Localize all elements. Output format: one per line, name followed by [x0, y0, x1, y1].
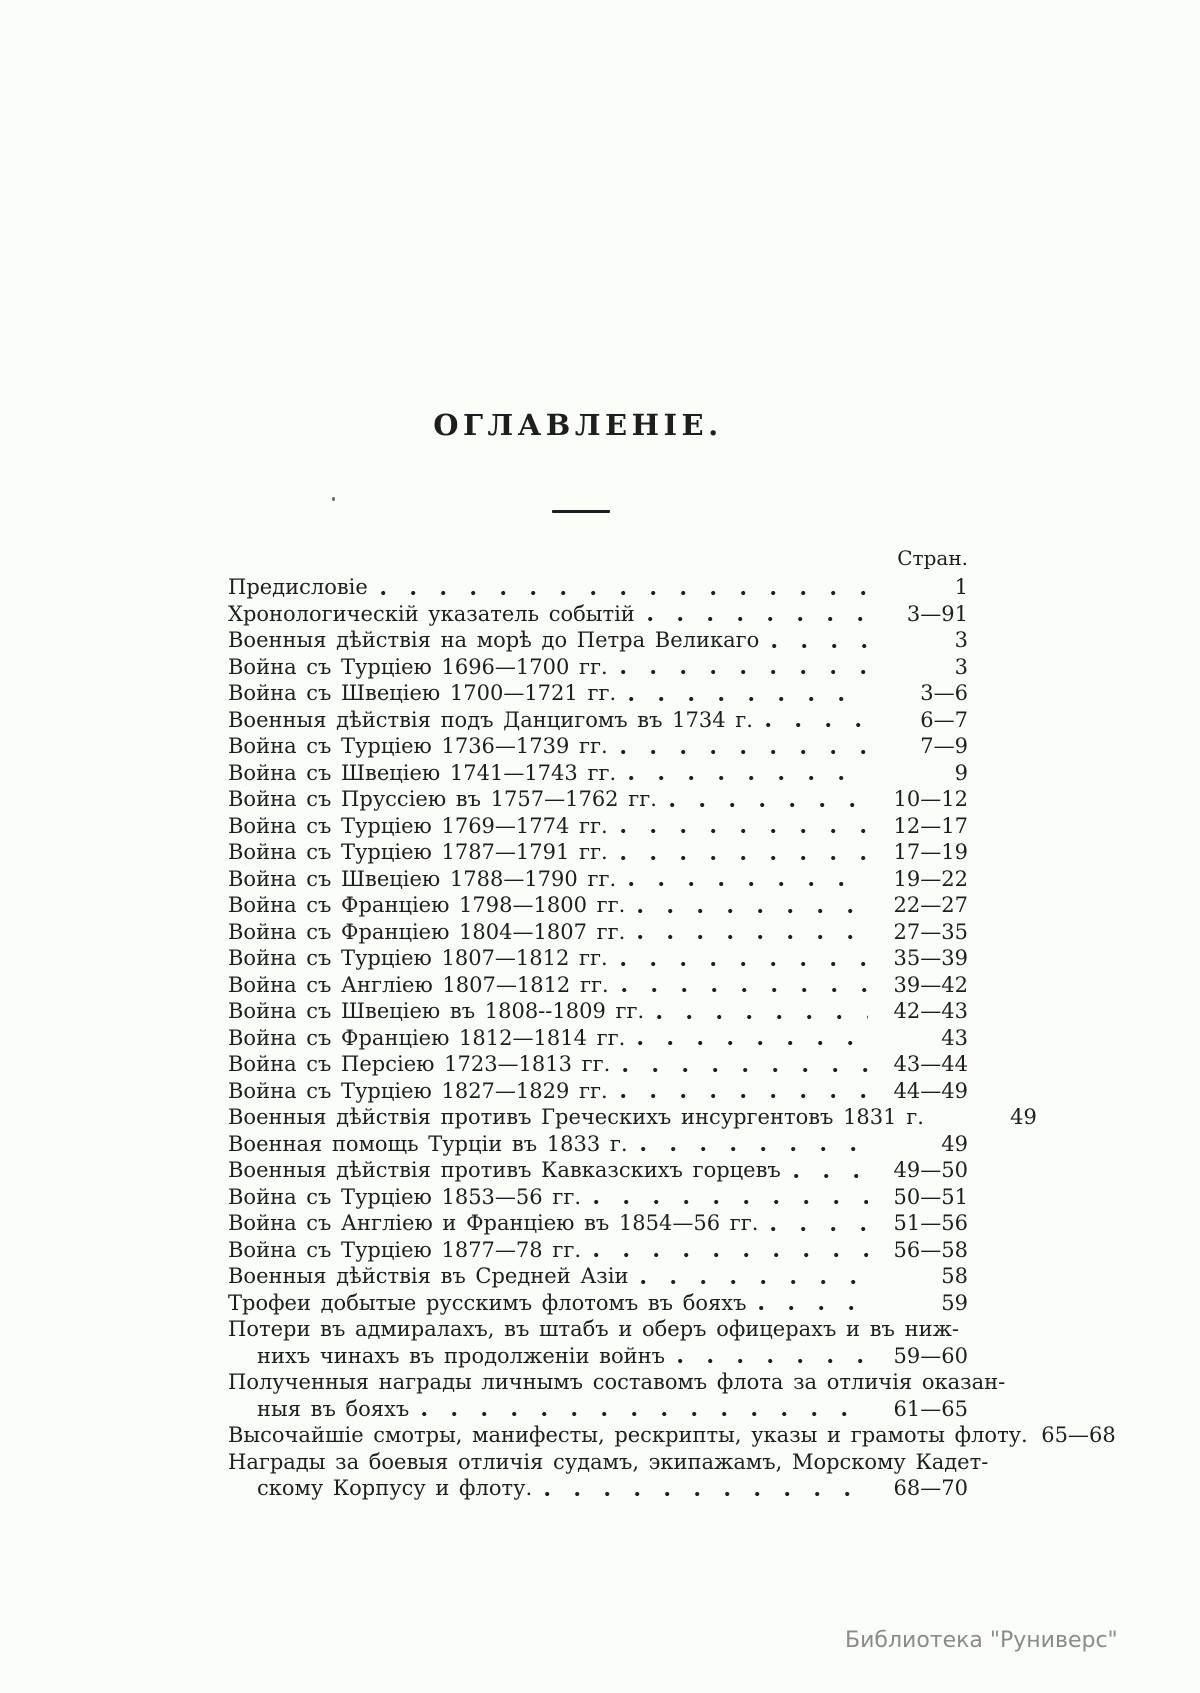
toc-entry-text: Война съ Франціею 1812—1814 гг.: [228, 1025, 626, 1050]
toc-row: [228, 892, 968, 919]
toc-entry-text: Война съ Англіею и Франціею въ 1854—56 гг.: [228, 1211, 759, 1235]
dot-leader: [623, 1067, 868, 1073]
toc-entry-pages: 59—60: [893, 1343, 968, 1368]
dot-leader: [621, 749, 868, 755]
toc-entry-pages: 12—17: [893, 813, 968, 838]
dot-leader: [759, 1305, 868, 1311]
toc-entry-pages: 10—12: [893, 787, 968, 811]
dot-leader: [629, 775, 868, 781]
toc-entry-pages: 3: [954, 654, 968, 679]
toc-row: [228, 839, 968, 866]
toc-entry-pages: 17—19: [893, 840, 968, 864]
toc-entry-text: Военныя дѣйствія подъ Данцигомъ въ 1734 г.: [228, 707, 753, 732]
toc-entry-text: Военныя дѣйствія противъ Греческихъ инсургентовъ 1831 г.: [228, 1105, 924, 1129]
toc-entry-text: Военная помощь Турціи въ 1833 г.: [228, 1131, 628, 1156]
toc-entry-text: Война съ Англіею 1807—1812 гг.: [228, 972, 609, 997]
dot-leader: [381, 590, 868, 596]
toc-entry-text: Война съ Турціею 1787—1791 гг.: [228, 840, 608, 864]
toc-entry-pages: 3—6: [920, 681, 968, 705]
toc-entry-pages: 44—49: [893, 1078, 968, 1103]
toc-row: [228, 733, 968, 760]
toc-entry-text: нихъ чинахъ въ продолженіи войнъ: [257, 1343, 665, 1368]
toc-row: [228, 972, 968, 999]
toc-entry-pages: 7—9: [920, 734, 968, 758]
toc-row: [228, 627, 968, 654]
dot-leader: [766, 722, 868, 728]
toc-row: [228, 760, 968, 787]
toc-entry-pages: 49: [1010, 1105, 1037, 1129]
dot-leader: [629, 881, 868, 887]
dot-leader: [641, 1279, 868, 1285]
dot-leader: [638, 908, 868, 914]
toc-entry-text: Полученныя награды личнымъ составомъ флота за отличія оказан-: [228, 1370, 1006, 1394]
dot-leader: [638, 1040, 868, 1046]
dot-leader: [794, 1173, 868, 1179]
toc-entry-pages: 61—65: [893, 1396, 968, 1421]
toc-entry-text: Высочайшіе смотры, манифесты, рескрипты, указы и грамоты флоту.: [228, 1423, 1028, 1447]
toc-entry-text: Война съ Турціею 1853—56 гг.: [228, 1184, 581, 1209]
toc-row: [228, 1343, 968, 1370]
toc-entry-pages: 65—68: [1041, 1423, 1116, 1447]
toc-entry-text: Война съ Швеціею въ 1808--1809 гг.: [228, 999, 645, 1023]
dot-leader: [621, 828, 868, 834]
toc-entry-pages: 51—56: [893, 1211, 968, 1235]
toc-row: [228, 1157, 968, 1184]
dot-leader: [657, 1014, 868, 1020]
toc-entry-text: Война съ Пруссіею въ 1757—1762 гг.: [228, 787, 657, 811]
toc-entry-pages: 19—22: [893, 866, 968, 891]
toc-entry-text: Награды за боевыя отличія судамъ, экипажамъ, Морскому Кадет-: [228, 1449, 989, 1474]
dot-leader: [594, 1252, 868, 1258]
ink-speck: [332, 497, 335, 501]
toc-row: [228, 1131, 968, 1158]
toc-row: [228, 1316, 968, 1343]
toc-entry-pages: 39—42: [893, 972, 968, 997]
page-title: ОГЛАВЛЕНІЕ.: [433, 408, 723, 442]
dot-leader: [641, 1146, 868, 1152]
dot-leader: [648, 616, 868, 622]
toc-entry-pages: 3: [954, 628, 968, 652]
toc-row: [228, 654, 968, 681]
toc-entry-text: Война съ Швеціею 1741—1743 гг.: [228, 760, 617, 785]
toc-entry-text: Война съ Турціею 1769—1774 гг.: [228, 813, 608, 838]
dot-leader: [622, 987, 868, 993]
toc-entry-text: Военныя дѣйствія на морѣ до Петра Великаго: [228, 628, 760, 652]
dot-leader: [771, 1226, 868, 1232]
dot-leader: [670, 802, 868, 808]
toc-entry-pages: 49—50: [893, 1158, 968, 1182]
toc-row: [228, 919, 968, 946]
toc-row: [228, 1210, 968, 1237]
toc-entry-text: ныя въ бояхъ: [257, 1396, 410, 1421]
toc-entry-text: Военныя дѣйствія въ Средней Азіи: [228, 1264, 629, 1288]
dot-leader: [678, 1358, 868, 1364]
toc-entry-text: Война съ Турціею 1827—1829 гг.: [228, 1078, 608, 1103]
dot-leader: [629, 696, 868, 702]
toc-row: [228, 1290, 968, 1317]
toc-entry-pages: 59: [941, 1290, 968, 1315]
toc-entry-pages: 43—44: [893, 1052, 968, 1076]
library-watermark: Библиотека "Руниверс": [845, 1628, 1118, 1653]
toc-entry-text: Война съ Швеціею 1700—1721 гг.: [228, 681, 617, 705]
toc-entry-pages: 68—70: [893, 1476, 968, 1500]
toc-entry-text: Война съ Персіею 1723—1813 гг.: [228, 1052, 611, 1076]
toc-entry-text: Потери въ адмиралахъ, въ штабъ и оберъ офицерахъ и въ ниж-: [228, 1317, 959, 1341]
toc-row: [228, 707, 968, 734]
toc-entry-text: Война съ Турціею 1696—1700 гг.: [228, 654, 608, 679]
toc-row: [228, 998, 968, 1025]
dot-leader: [621, 855, 868, 861]
toc-entry-pages: 56—58: [893, 1237, 968, 1262]
toc-entry-pages: 50—51: [893, 1184, 968, 1209]
toc-entry-pages: 6—7: [920, 707, 968, 732]
toc-entry-text: Война съ Франціею 1798—1800 гг.: [228, 893, 626, 917]
toc-entry-text: Война съ Турціею 1807—1812 гг.: [228, 946, 608, 970]
dot-leader: [638, 934, 868, 940]
toc-entry-text: Военныя дѣйствія противъ Кавказскихъ горцевъ: [228, 1158, 781, 1182]
toc-row: [228, 813, 968, 840]
toc-row: [228, 1104, 1037, 1131]
toc-list: [228, 574, 1116, 1502]
toc-entry-text: Война съ Турціею 1877—78 гг.: [228, 1237, 581, 1262]
toc-entry-text: Война съ Швеціею 1788—1790 гг.: [228, 866, 617, 891]
toc-entry-pages: 3—91: [906, 601, 968, 626]
toc-row: [228, 866, 968, 893]
toc-row: [228, 786, 968, 813]
dot-leader: [422, 1411, 868, 1417]
toc-row: [228, 1449, 989, 1476]
toc-entry-pages: 1: [954, 575, 968, 599]
dot-leader: [621, 669, 868, 675]
toc-row: [228, 1396, 968, 1423]
toc-row: [228, 1369, 1006, 1396]
toc-entry-text: Предисловіе: [228, 575, 368, 599]
toc-entry-pages: 43: [941, 1025, 968, 1050]
toc-row: [228, 601, 968, 628]
toc-entry-text: скому Корпусу и флоту.: [257, 1476, 533, 1500]
dot-leader: [594, 1199, 868, 1205]
dot-leader: [772, 643, 868, 649]
pages-column-header: Стран.: [897, 546, 968, 570]
toc-row: [228, 574, 968, 601]
toc-entry-pages: 42—43: [893, 999, 968, 1023]
toc-row: [228, 945, 968, 972]
dot-leader: [621, 961, 868, 967]
toc-entry-text: Война съ Турціею 1736—1739 гг.: [228, 734, 608, 758]
toc-entry-text: Трофеи добытые русскимъ флотомъ въ бояхъ: [228, 1290, 747, 1315]
toc-row: [228, 1051, 968, 1078]
toc-entry-text: Война съ Франціею 1804—1807 гг.: [228, 919, 626, 944]
toc-entry-pages: 49: [941, 1131, 968, 1156]
toc-row: [228, 1078, 968, 1105]
toc-entry-pages: 35—39: [893, 946, 968, 970]
toc-entry-pages: 58: [941, 1264, 968, 1288]
dot-leader: [621, 1093, 868, 1099]
toc-row: [228, 1025, 968, 1052]
toc-row: [228, 1263, 968, 1290]
toc-row: [228, 680, 968, 707]
toc-row: [228, 1475, 968, 1502]
toc-row: [228, 1237, 968, 1264]
toc-row: [228, 1422, 1116, 1449]
toc-entry-pages: 9: [954, 760, 968, 785]
toc-entry-pages: 27—35: [893, 919, 968, 944]
toc-entry-text: Хронологическій указатель событій: [228, 601, 635, 626]
title-divider-rule: [552, 510, 610, 513]
dot-leader: [545, 1491, 868, 1497]
toc-row: [228, 1184, 968, 1211]
toc-entry-pages: 22—27: [893, 893, 968, 917]
